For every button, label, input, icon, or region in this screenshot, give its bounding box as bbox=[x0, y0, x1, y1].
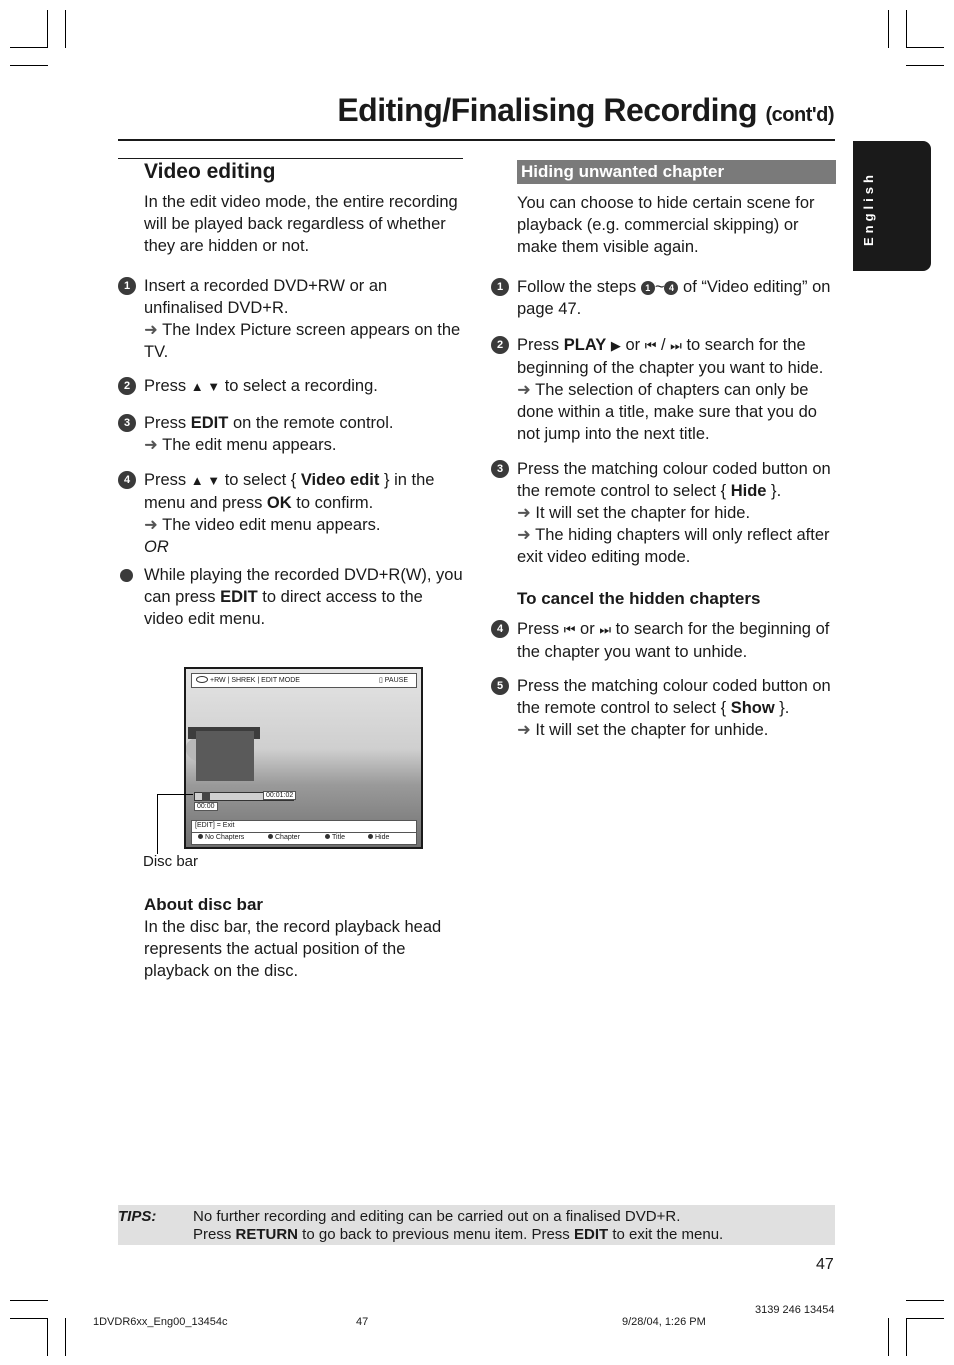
step-4 bbox=[118, 469, 463, 558]
start-time: 00:00 bbox=[194, 802, 218, 811]
video-editing-intro: In the edit video mode, the entire recording will be played back regardless of whether they are hidden or not. bbox=[144, 193, 458, 255]
crop-mark bbox=[906, 10, 907, 48]
step-text: to search for the beginning of the chapter you want to hide. bbox=[517, 336, 824, 377]
step-1 bbox=[491, 276, 836, 320]
arrow-icon: ➜ bbox=[517, 526, 531, 544]
step-2 bbox=[491, 334, 836, 445]
crop-mark bbox=[906, 1300, 944, 1301]
tips-body bbox=[193, 1208, 723, 1244]
crop-mark bbox=[10, 47, 48, 48]
crop-mark bbox=[10, 1300, 48, 1301]
step-result: The hiding chapters will only reflect after exit video editing mode. bbox=[517, 526, 830, 566]
language-tab bbox=[853, 141, 931, 271]
step-number: 3 bbox=[491, 460, 509, 478]
callout-line bbox=[157, 794, 158, 854]
step-number: 2 bbox=[491, 336, 509, 354]
edit-key-label: EDIT bbox=[220, 588, 258, 606]
step-5 bbox=[491, 675, 836, 741]
crop-mark bbox=[10, 65, 48, 66]
video-edit-label: Video edit bbox=[300, 471, 380, 489]
step-3 bbox=[118, 412, 463, 456]
step-number: 5 bbox=[491, 677, 509, 695]
tips-text: Press bbox=[193, 1226, 236, 1243]
arrow-icon: ➜ bbox=[144, 436, 158, 454]
crop-mark bbox=[906, 65, 944, 66]
footer-code: 3139 246 13454 bbox=[755, 1304, 835, 1316]
bullet-text: to direct access to the video edit menu. bbox=[144, 588, 423, 628]
option-no-chapters: No Chapters bbox=[198, 834, 244, 841]
footer-page: 47 bbox=[356, 1316, 369, 1328]
step-result: The selection of chapters can only be done within a title, make sure that you do not jump into the next title. bbox=[517, 381, 817, 443]
step-number: 2 bbox=[118, 377, 136, 395]
callout-line bbox=[157, 794, 193, 795]
screen-top-bar bbox=[191, 673, 417, 688]
arrow-icon: ➜ bbox=[144, 516, 158, 534]
ok-key-label: OK bbox=[266, 494, 292, 512]
hiding-chapter-heading: Hiding unwanted chapter bbox=[517, 160, 836, 184]
title-rule bbox=[118, 139, 835, 141]
step-4 bbox=[491, 618, 836, 663]
step-text: or bbox=[575, 620, 600, 638]
crop-mark bbox=[906, 1318, 907, 1356]
next-icon: ⏭ bbox=[599, 622, 612, 637]
step-result: It will set the chapter for unhide. bbox=[535, 721, 769, 739]
page-title-suffix: (cont'd) bbox=[765, 104, 834, 126]
arrow-icon: ➜ bbox=[517, 721, 531, 739]
arrow-icon: ➜ bbox=[517, 381, 531, 399]
step-ref-number: 4 bbox=[664, 281, 678, 295]
tips-label: TIPS: bbox=[118, 1208, 157, 1225]
step-text: Follow the steps bbox=[517, 278, 641, 296]
crop-mark bbox=[906, 47, 944, 48]
step-ref-number: 1 bbox=[641, 281, 655, 295]
edit-options bbox=[192, 832, 416, 844]
screen-top-bar-text: +RW | SHREK | EDIT MODE bbox=[210, 677, 300, 684]
return-key-label: RETURN bbox=[235, 1226, 299, 1243]
crop-mark bbox=[906, 1318, 944, 1319]
tips-line-1: No further recording and editing can be carried out on a finalised DVD+R. bbox=[193, 1208, 681, 1225]
step-result: The video edit menu appears. bbox=[162, 516, 381, 534]
page-number: 47 bbox=[816, 1256, 834, 1273]
about-disc-bar bbox=[144, 894, 464, 982]
tips-line-2 bbox=[193, 1226, 723, 1244]
playback-head bbox=[202, 792, 210, 801]
step-2 bbox=[118, 375, 463, 398]
previous-icon: ⏮ bbox=[644, 338, 657, 353]
pause-indicator: ▯ PAUSE bbox=[378, 677, 408, 684]
step-text: of “Video editing” on page 47. bbox=[517, 278, 831, 318]
step-number: 1 bbox=[118, 277, 136, 295]
option-hide: Hide bbox=[368, 834, 389, 841]
left-column bbox=[118, 158, 463, 630]
step-text: to select { bbox=[220, 471, 301, 489]
step-result: The edit menu appears. bbox=[162, 436, 337, 454]
step-text: Press bbox=[517, 336, 564, 354]
about-disc-bar-text: In the disc bar, the record playback head represents the actual position of the playback on the disc. bbox=[144, 918, 442, 980]
crop-mark bbox=[65, 1318, 66, 1356]
step-text: Press the matching colour coded button on the remote control to select { bbox=[517, 460, 831, 500]
exit-hint: [EDIT] = Exit bbox=[195, 822, 235, 829]
bullet-text: While playing the recorded DVD+R(W), you can press bbox=[144, 566, 463, 606]
step-3 bbox=[491, 458, 836, 568]
step-text: to select a recording. bbox=[220, 377, 378, 395]
hide-label: Hide bbox=[730, 482, 767, 500]
footer-date: 9/28/04, 1:26 PM bbox=[622, 1316, 706, 1328]
step-text: }. bbox=[766, 482, 782, 500]
option-chapter: Chapter bbox=[268, 834, 300, 841]
tips-text: to exit the menu. bbox=[608, 1226, 724, 1243]
cancel-hidden-heading: To cancel the hidden chapters bbox=[517, 589, 761, 608]
disc-icon bbox=[196, 676, 208, 683]
step-text: Press bbox=[144, 414, 191, 432]
scene-house bbox=[196, 731, 254, 781]
tips-text: to go back to previous menu item. Press bbox=[298, 1226, 574, 1243]
step-text: Insert a recorded DVD+RW or an unfinalised DVD+R. bbox=[144, 277, 388, 317]
crop-mark bbox=[10, 1318, 48, 1319]
step-text: Press bbox=[144, 377, 191, 395]
step-text: on the remote control. bbox=[228, 414, 394, 432]
video-editing-heading: Video editing bbox=[118, 158, 463, 183]
edit-mode-screen bbox=[184, 667, 423, 849]
play-key-label: PLAY bbox=[563, 336, 607, 354]
edit-key-label: EDIT bbox=[573, 1226, 609, 1243]
step-1 bbox=[118, 275, 463, 363]
step-text: Press bbox=[517, 620, 564, 638]
tips-box bbox=[118, 1205, 835, 1245]
page-title-text: Editing/Finalising Recording bbox=[337, 92, 758, 128]
arrow-icon: ➜ bbox=[144, 321, 158, 339]
step-number: 1 bbox=[491, 278, 509, 296]
crop-mark bbox=[65, 10, 66, 48]
option-title: Title bbox=[325, 834, 345, 841]
step-text: to confirm. bbox=[291, 494, 374, 512]
crop-mark bbox=[888, 1318, 889, 1356]
next-icon: ⏭ bbox=[670, 338, 682, 353]
step-number: 4 bbox=[118, 471, 136, 489]
step-text: } in the menu and press bbox=[144, 471, 435, 512]
step-text: or bbox=[620, 336, 645, 354]
or-label: OR bbox=[144, 538, 169, 556]
edit-menu-bar bbox=[191, 820, 417, 845]
about-disc-bar-heading: About disc bar bbox=[144, 895, 264, 914]
step-text: Press the matching colour coded button on the remote control to select { bbox=[517, 677, 831, 717]
up-down-arrow-icon: ▲ ▼ bbox=[190, 379, 221, 394]
step-number: 4 bbox=[491, 620, 509, 638]
bullet-item bbox=[118, 564, 463, 630]
step-text: / bbox=[656, 336, 671, 354]
up-down-arrow-icon: ▲ ▼ bbox=[190, 473, 221, 488]
edit-key-label: EDIT bbox=[190, 414, 229, 432]
play-icon: ▶ bbox=[610, 338, 621, 353]
arrow-icon: ➜ bbox=[517, 504, 531, 522]
step-result: The Index Picture screen appears on the TV. bbox=[144, 321, 461, 361]
show-label: Show bbox=[730, 699, 775, 717]
step-text: }. bbox=[774, 699, 790, 717]
language-tab-label: English bbox=[861, 171, 876, 247]
previous-icon: ⏮ bbox=[563, 622, 576, 637]
step-number: 3 bbox=[118, 414, 136, 432]
footer-file: 1DVDR6xx_Eng00_13454c bbox=[93, 1316, 228, 1328]
page-title bbox=[337, 92, 834, 129]
disc-bar-label: Disc bar bbox=[143, 853, 199, 870]
crop-mark bbox=[47, 1318, 48, 1356]
crop-mark bbox=[47, 10, 48, 48]
hiding-chapter-intro: You can choose to hide certain scene for playback (e.g. commercial skipping) or make them visible again. bbox=[517, 194, 815, 256]
position-time: 00:01:02 bbox=[263, 791, 296, 800]
step-text: ~ bbox=[654, 278, 665, 296]
step-result: It will set the chapter for hide. bbox=[535, 504, 751, 522]
pause-label: PAUSE bbox=[384, 677, 408, 684]
bullet-icon bbox=[120, 569, 133, 582]
step-text: to search for the beginning of the chapter you want to unhide. bbox=[517, 620, 830, 661]
crop-mark bbox=[888, 10, 889, 48]
step-text: Press bbox=[144, 471, 191, 489]
right-column bbox=[491, 160, 836, 741]
